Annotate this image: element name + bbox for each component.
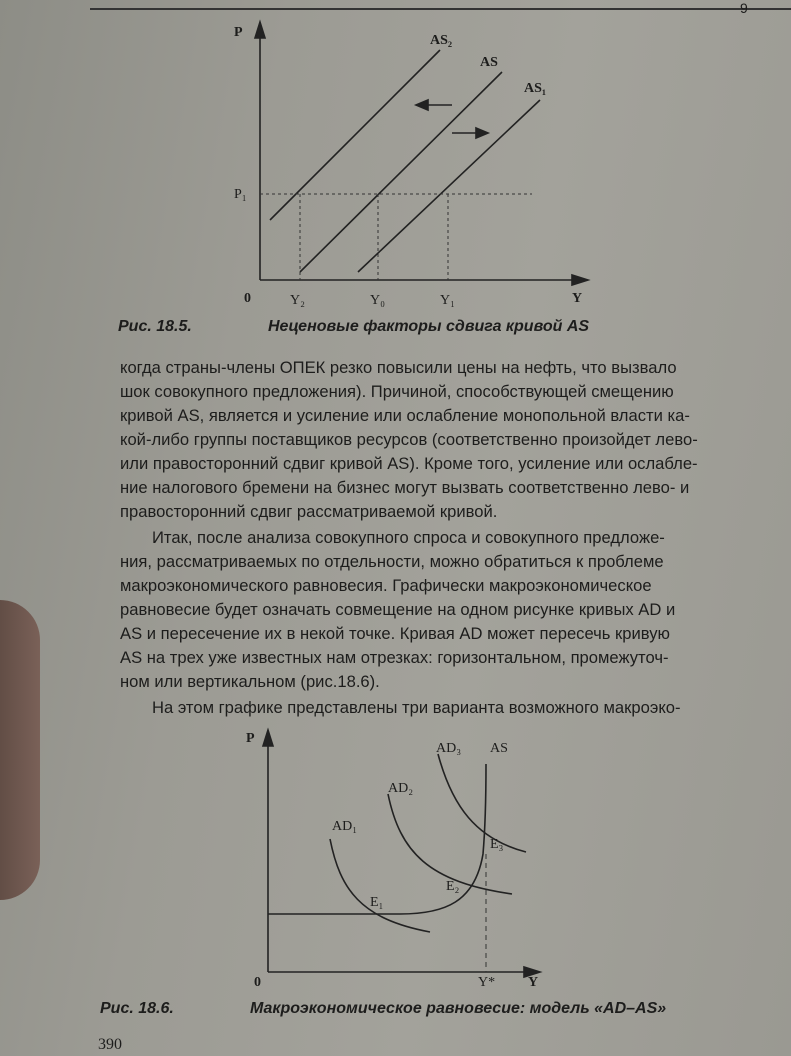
paragraph-3 bbox=[120, 696, 770, 720]
figure1-caption bbox=[118, 318, 738, 340]
p2-line: AS на трех уже известных нам отрезках: горизонтальном, промежуточ- bbox=[120, 648, 669, 667]
p1-line: ние налогового бремени на бизнес могут вызвать соответственно лево- и bbox=[120, 478, 690, 497]
figure2-caption-number: Рис. 18.6. bbox=[100, 1000, 174, 1017]
y-axis-label: Y bbox=[572, 291, 583, 306]
curve-ad3 bbox=[438, 754, 526, 852]
as-label: AS bbox=[490, 741, 508, 756]
figure1-caption-number: Рис. 18.5. bbox=[118, 318, 192, 335]
paragraph-1 bbox=[120, 356, 770, 524]
p1-line: правосторонний сдвиг рассматриваемой кривой. bbox=[120, 502, 498, 521]
e1-label: E₁ bbox=[370, 895, 384, 910]
figure2-caption bbox=[100, 1000, 760, 1022]
p1-line: кривой AS, является и усиление или ослабление монопольной власти ка- bbox=[120, 406, 690, 425]
page-number: 390 bbox=[98, 1036, 122, 1053]
finger-shadow bbox=[0, 600, 40, 900]
paragraph-2 bbox=[120, 526, 770, 694]
curve-as1 bbox=[358, 100, 540, 272]
ad1-label: AD₁ bbox=[332, 819, 358, 834]
p1-line: или правосторонний сдвиг кривой AS). Кроме того, усиление или ослабле- bbox=[120, 454, 698, 473]
as1-label: AS₁ bbox=[524, 81, 547, 96]
e2-label: E₂ bbox=[446, 879, 460, 894]
header-mark: 9 bbox=[740, 0, 748, 16]
p1-label: P₁ bbox=[234, 187, 247, 202]
origin-label: 0 bbox=[244, 291, 251, 306]
origin-label: 0 bbox=[254, 975, 261, 990]
figure-ad-as bbox=[240, 724, 570, 994]
as2-label: AS₂ bbox=[430, 33, 453, 48]
ad2-label: AD₂ bbox=[388, 781, 414, 796]
y2-label: Y₂ bbox=[290, 293, 305, 308]
y1-label: Y₁ bbox=[440, 293, 455, 308]
p2-line: Итак, после анализа совокупного спроса и совокупного предложе- bbox=[152, 528, 665, 547]
figure2-caption-title: Макроэкономическое равновесие: модель «AD–AS» bbox=[250, 1000, 667, 1017]
curve-as bbox=[300, 72, 502, 272]
p1-line: шок совокупного предложения). Причиной, способствующей смещению bbox=[120, 382, 674, 401]
p1-line: когда страны-члены ОПЕК резко повысили цены на нефть, что вызвало bbox=[120, 358, 677, 377]
p-axis-arrow bbox=[263, 730, 273, 746]
p2-line: ном или вертикальном (рис.18.6). bbox=[120, 672, 380, 691]
p2-line: равновесие будет означать совмещение на одном рисунке кривых AD и bbox=[120, 600, 676, 619]
p2-line: AS и пересечение их в некой точке. Кривая AD может пересечь кривую bbox=[120, 624, 670, 643]
ad3-label: AD₃ bbox=[436, 741, 462, 756]
p-axis-label: P bbox=[246, 731, 255, 746]
y0-label: Y₀ bbox=[370, 293, 385, 308]
as-label: AS bbox=[480, 55, 498, 70]
figure1-caption-title: Неценовые факторы сдвига кривой AS bbox=[268, 318, 590, 335]
p-axis-label: P bbox=[234, 25, 243, 40]
curve-as2 bbox=[270, 50, 440, 220]
p-axis-arrow bbox=[255, 22, 265, 38]
p3-line: На этом графике представлены три варианта возможного макроэко- bbox=[152, 698, 681, 717]
figure-as-shift bbox=[220, 10, 620, 315]
p1-line: кой-либо группы поставщиков ресурсов (соответственно произойдет лево- bbox=[120, 430, 698, 449]
p2-line: макроэкономического равновесия. Графически макроэкономическое bbox=[120, 576, 652, 595]
y-axis-label: Y bbox=[528, 975, 539, 990]
left-arrow-head bbox=[416, 100, 428, 110]
y-axis-arrow bbox=[572, 275, 588, 285]
e3-label: E₃ bbox=[490, 837, 504, 852]
p2-line: ния, рассматриваемых по отдельности, можно обратиться к проблеме bbox=[120, 552, 664, 571]
ystar-label: Y* bbox=[478, 975, 496, 990]
right-arrow-head bbox=[476, 128, 488, 138]
